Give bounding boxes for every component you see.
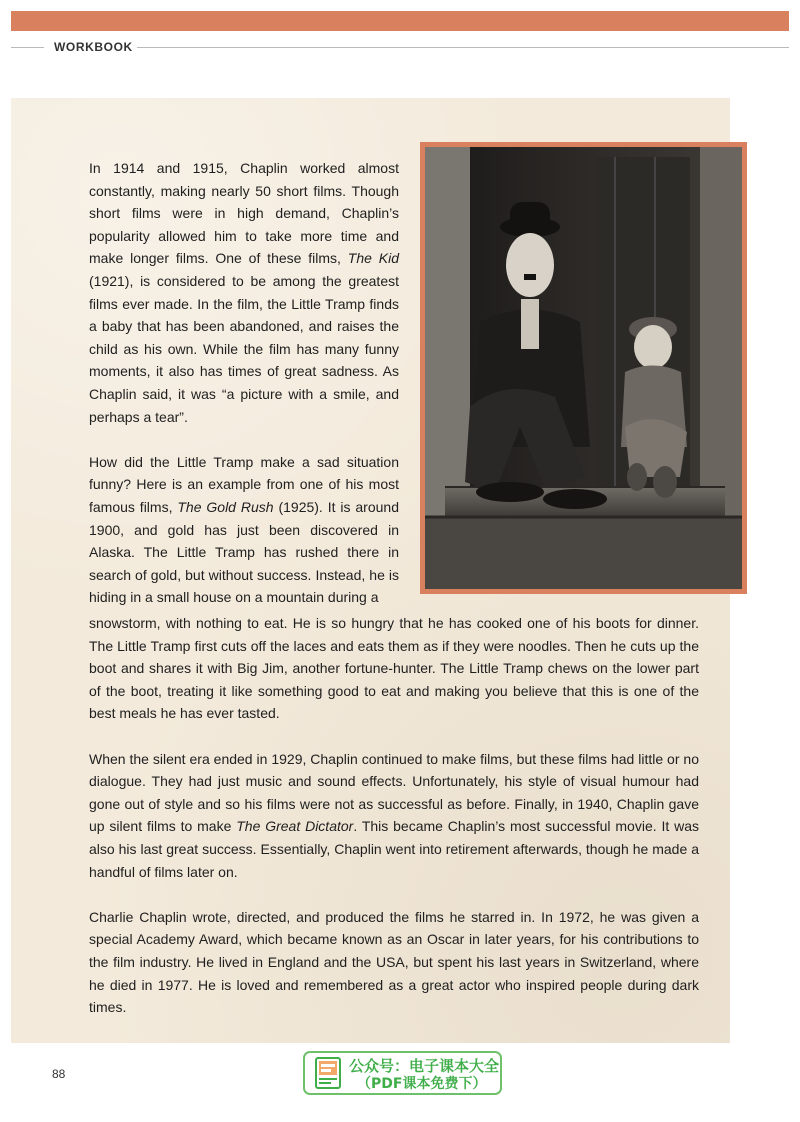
left-column-text: [89, 157, 399, 631]
header-rule-right: [137, 47, 789, 48]
paragraph-2: [89, 451, 399, 609]
film-title-gold-rush: The Gold Rush: [177, 498, 274, 515]
full-width-text: [89, 612, 699, 1041]
photo-frame: [420, 142, 747, 594]
stamp-text-line-1: 公众号：电子课本大全: [349, 1057, 500, 1075]
paragraph-3-part-a: When the silent era ended in 1929, Chaplin continued to make films, but these films had little or no dialogue. They had just music and sound effects. Unfortunately, his style of visual humour had gone out of style and so his films were not as successful as before. Finally, in 1940, Chaplin gave up silent films to make: [89, 750, 699, 835]
chaplin-and-kid-photo: [425, 147, 742, 589]
paragraph-2-part-b: (1925). It is around 1900, and gold has just been discovered in Alaska. The Little Tramp has rushed there in search of gold, but without success. Instead, he is hiding in a small house on a mountain during a: [89, 498, 399, 606]
top-accent-bar: [11, 11, 789, 31]
paragraph-1: [89, 157, 399, 428]
paragraph-3: [89, 748, 699, 884]
paragraph-1-part-b: (1921), is considered to be among the greatest films ever made. In the film, the Little Tramp finds a baby that has been abandoned, and raises the child as his own. While the film has many funny moments, it also has times of great sadness. As Chaplin said, it was “a picture with a smile, and perhaps a tear”.: [89, 272, 399, 425]
page-number: 88: [52, 1067, 66, 1081]
paragraph-1-part-a: In 1914 and 1915, Chaplin worked almost constantly, making nearly 50 short films. Though short films were in high demand, Chaplin’s popularity allowed him to take more time and make longer films. One of these films,: [89, 160, 399, 267]
film-title-great-dictator: The Great Dictator: [236, 818, 354, 835]
paragraph-2-continued: snowstorm, with nothing to eat. He is so hungry that he has cooked one of his boots for dinner. The Little Tramp first cuts off the laces and eats them as if they were noodles. Then he cuts up the boot and shares it with Big Jim, another fortune-hunter. The Little Tramp chews on the lower part of the boot, treating it like something good to eat and making you believe that this is one of the best meals he has ever tasted.: [89, 615, 699, 722]
paragraph-2-part-a: How did the Little Tramp make a sad situation funny? Here is an example from one of his most famous films,: [89, 453, 399, 515]
stamp-text-line-2: （PDF课本免费下）: [357, 1076, 487, 1092]
film-title-the-kid: The Kid: [347, 250, 400, 267]
header-rule-left: [11, 47, 44, 48]
paragraph-4: Charlie Chaplin wrote, directed, and produced the films he starred in. In 1972, he was given a special Academy Award, which became known as an Oscar in later years, for his contributions to the film industry. He lived in England and the USA, but spent his last years in Switzerland, where he died in 1977. He is loved and remembered as a great actor who inspired people during dark times.: [89, 908, 699, 1016]
paragraph-3-part-b: . This became Chaplin’s most successful movie. It was also his last great success. Essentially, Chaplin went into retirement afterwards, though he made a handful of films later on.: [89, 818, 700, 880]
book-icon: [315, 1057, 341, 1089]
section-label: WORKBOOK: [54, 40, 133, 54]
watermark-stamp: [303, 1051, 502, 1095]
